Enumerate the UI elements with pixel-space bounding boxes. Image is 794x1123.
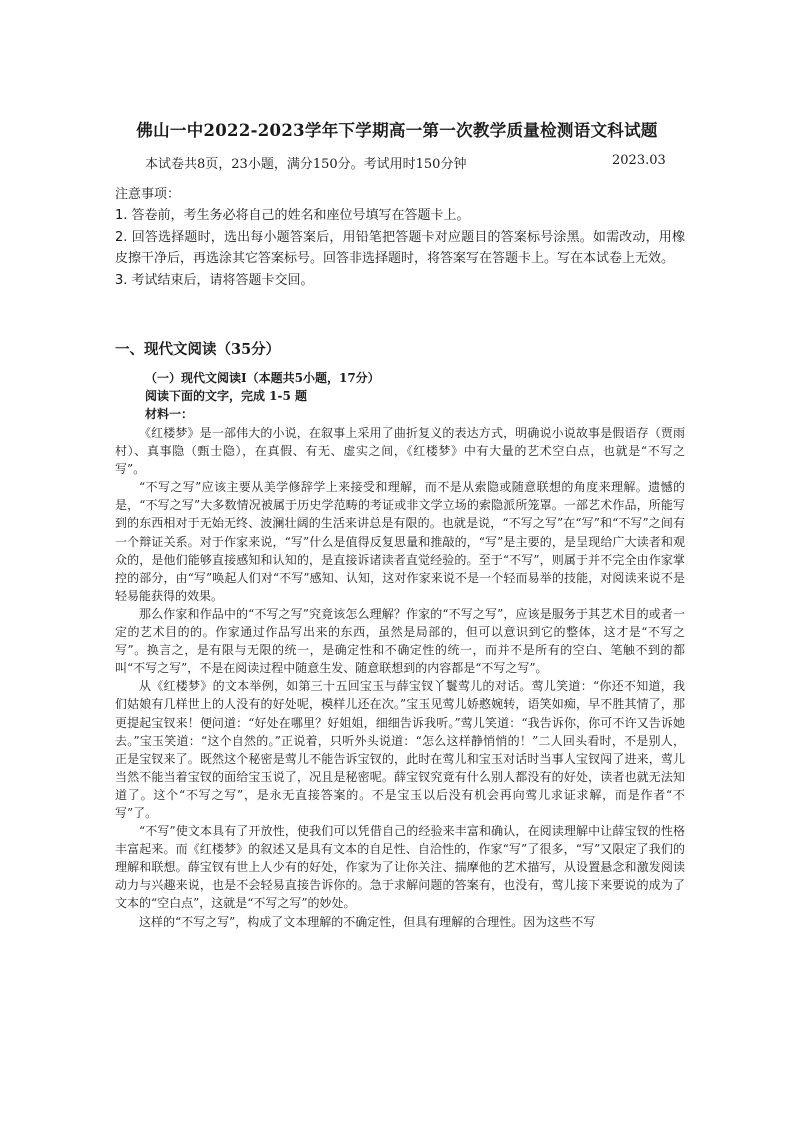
note-item: 1. 答卷前，考生务必将自己的姓名和座位号填写在答题卡上。	[115, 208, 470, 224]
passage-paragraph: 这样的“不写之写”，构成了文本理解的不确定性，但具有理解的合理性。因为这些不写	[139, 914, 596, 929]
passage-paragraph: “不写”使文本具有了开放性，使我们可以凭借自己的经验来丰富和确认，在阅读理解中让薛宝钗的性格丰富起来。而《红楼梦》的叙述又是具有文本的自足性、自洽性的，作家“写”了很多，“写”又限定了我们的理解和联想。薛宝钗有世上人少有的好处，作家为了让你关注、揣摩他的艺术描写，从设置悬念和激发阅读动力与兴趣来说，也是不会轻易直接告诉你的。急于求解问题的答案有，也没有，莺儿接下来要说的成为了文本的“空白点”，这就是“不写之写”的妙处。	[115, 824, 685, 911]
note-item: 2. 回答选择题时，选出每小题答案后，用铅笔把答题卡对应题目的答案标号涂黑。如需改动，用橡皮擦干净后，再选涂其它答案标号。回答非选择题时，将答案写在答题卡上。写在本试卷上无效。	[115, 229, 685, 267]
passage-paragraph: 从《红楼梦》的文本举例，如第三十五回宝玉与薛宝钗丫鬟莺儿的对话。莺儿笑道：“你还不知道，我们姑娘有几样世上的人没有的好处呢，模样儿还在次。”宝玉见莺儿娇憨婉转，语笑如痴，早不胜其情了，那更提起宝钗来！便问道：“好处在哪里？好姐姐，细细告诉我听。”莺儿笑道：“我告诉你，你可不许又告诉她去。”宝玉笑道：“这个自然的。”正说着，只听外头说道：“怎么这样静悄悄的！”二人回头看时，不是别人，正是宝钗来了。既然这个秘密是莺儿不能告诉宝钗的，此时在莺儿和宝玉对话时当事人宝钗闯了进来，莺儿当然不能当着宝钗的面给宝玉说了，况且是秘密呢。薛宝钗究竟有什么别人都没有的好处，读者也就无法知道了。这个“不写之写”，是永无直接答案的。不是宝玉以后没有机会再向莺儿求证求解，而是作者“不写”了。	[115, 679, 685, 820]
notes-block	[115, 184, 685, 291]
page-title: 佛山一中2022-2023学年下学期高一第一次教学质量检测语文科试题	[136, 121, 658, 140]
exam-date: 2023.03	[612, 153, 666, 168]
subsection-block	[145, 369, 380, 423]
passage-paragraph: “不写之写”应该主要从美学修辞学上来接受和理解，而不是从索隐或随意联想的角度来理解。遗憾的是，“不写之写”大多数情况被属于历史学范畴的考证或非文学立场的索隐派所笼罩。一部艺术作品，所能写到的东西相对于无始无终、波澜壮阔的生活来讲总是有限的。也就是说，“不写之写”在“写”和“不写”之间有一个辩证关系。对于作家来说，“写”什么是值得反复思量和推敲的，“写”是主要的，是呈现给广大读者和观众的，是他们能够直接感知和认知的，是直接诉诸读者直觉经验的。至于“不写”，则属于并不完全由作家掌控的部分，由“写”唤起人们对“不写”感知、认知，这对作家来说不是一个轻而易举的技能，对阅读来说不是轻易能获得的效果。	[115, 480, 685, 603]
material-label: 材料一：	[145, 407, 194, 421]
passage-paragraph: 《红楼梦》是一部伟大的小说，在叙事上采用了曲折复义的表达方式，明确说小说故事是假语存（贾雨村）、真事隐（甄士隐），在真假、有无、虚实之间，《红楼梦》中有大量的艺术空白点，也就是“不写之写”。	[115, 426, 685, 477]
notes-heading: 注意事项：	[115, 187, 181, 202]
exam-info-text: 本试卷共8页，23小题，满分150分。考试用时150分钟	[145, 157, 467, 172]
section-heading: 一、现代文阅读（35分）	[115, 341, 281, 358]
instruction: 阅读下面的文字，完成 1-5 题	[145, 389, 308, 403]
note-item: 3. 考试结束后，请将答题卡交回。	[115, 272, 314, 288]
subsection-heading: （一）现代文阅读Ⅰ（本题共5小题，17分）	[145, 371, 380, 385]
reading-passage	[115, 424, 685, 931]
exam-info	[145, 153, 675, 172]
passage-paragraph: 那么作家和作品中的“不写之写”究竟该怎么理解？作家的“不写之写”，应该是服务于其艺术目的或者一定的艺术目的的。作家通过作品写出来的东西，虽然是局部的，但可以意识到它的整体，这才是“不写之写”。换言之，是有限与无限的统一，是确定性和不确定性的统一，而并不是所有的空白、笔触不到的都叫“不写之写”，不是在阅读过程中随意生发、随意联想到的内容都是“不写之写”。	[115, 606, 685, 676]
